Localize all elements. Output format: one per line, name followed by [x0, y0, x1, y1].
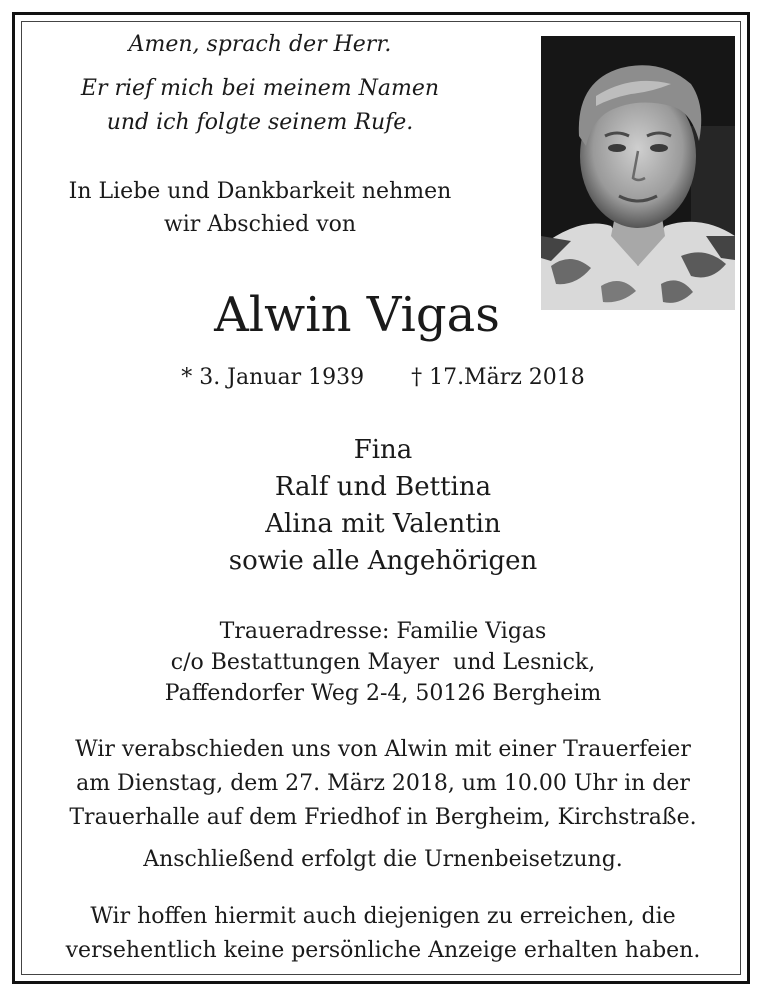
mourning-address	[30, 616, 736, 709]
ceremony-line-1: Wir verabschieden uns von Alwin mit einer Trauerfeier	[75, 737, 691, 762]
deceased-name-text: Alwin Vigas	[214, 287, 500, 343]
ceremony-line-3: Trauerhalle auf dem Friedhof in Bergheim, Kirchstraße.	[69, 805, 697, 830]
birth-date: * 3. Januar 1939	[181, 365, 365, 390]
closing-line-1: Wir hoffen hiermit auch diejenigen zu erreichen, die	[90, 904, 676, 929]
bible-quote	[30, 28, 490, 140]
address-line-2: c/o Bestattungen Mayer und Lesnick,	[170, 650, 596, 675]
death-date: † 17.März 2018	[411, 365, 585, 390]
mourner-4: sowie alle Angehörigen	[228, 546, 538, 576]
life-dates	[30, 362, 736, 394]
mourners-list	[30, 432, 736, 580]
mourner-2: Ralf und Bettina	[274, 472, 492, 502]
burial-info	[24, 843, 742, 877]
address-line-1: Traueradresse: Familie Vigas	[219, 619, 547, 644]
ceremony-info	[24, 733, 742, 835]
quote-line-1: Amen, sprach der Herr.	[128, 32, 392, 57]
quote-line-2: Er rief mich bei meinem Namen	[80, 76, 440, 101]
farewell-intro	[30, 175, 490, 241]
intro-line-2: wir Abschied von	[163, 212, 357, 237]
portrait-photo	[541, 36, 735, 310]
closing-note	[24, 900, 742, 968]
burial-line: Anschließend erfolgt die Urnenbeisetzung.	[143, 847, 623, 872]
address-line-3: Paffendorfer Weg 2-4, 50126 Bergheim	[164, 681, 602, 706]
ceremony-line-2: am Dienstag, dem 27. März 2018, um 10.00 Uhr in der	[76, 771, 690, 796]
mourner-3: Alina mit Valentin	[265, 509, 501, 539]
intro-line-1: In Liebe und Dankbarkeit nehmen	[68, 179, 452, 204]
quote-line-3: und ich folgte seinem Rufe.	[106, 110, 414, 135]
deceased-name	[30, 285, 736, 345]
closing-line-2: versehentlich keine persönliche Anzeige erhalten haben.	[65, 938, 701, 963]
portrait-photo-icon	[541, 36, 735, 310]
mourner-1: Fina	[353, 435, 413, 465]
